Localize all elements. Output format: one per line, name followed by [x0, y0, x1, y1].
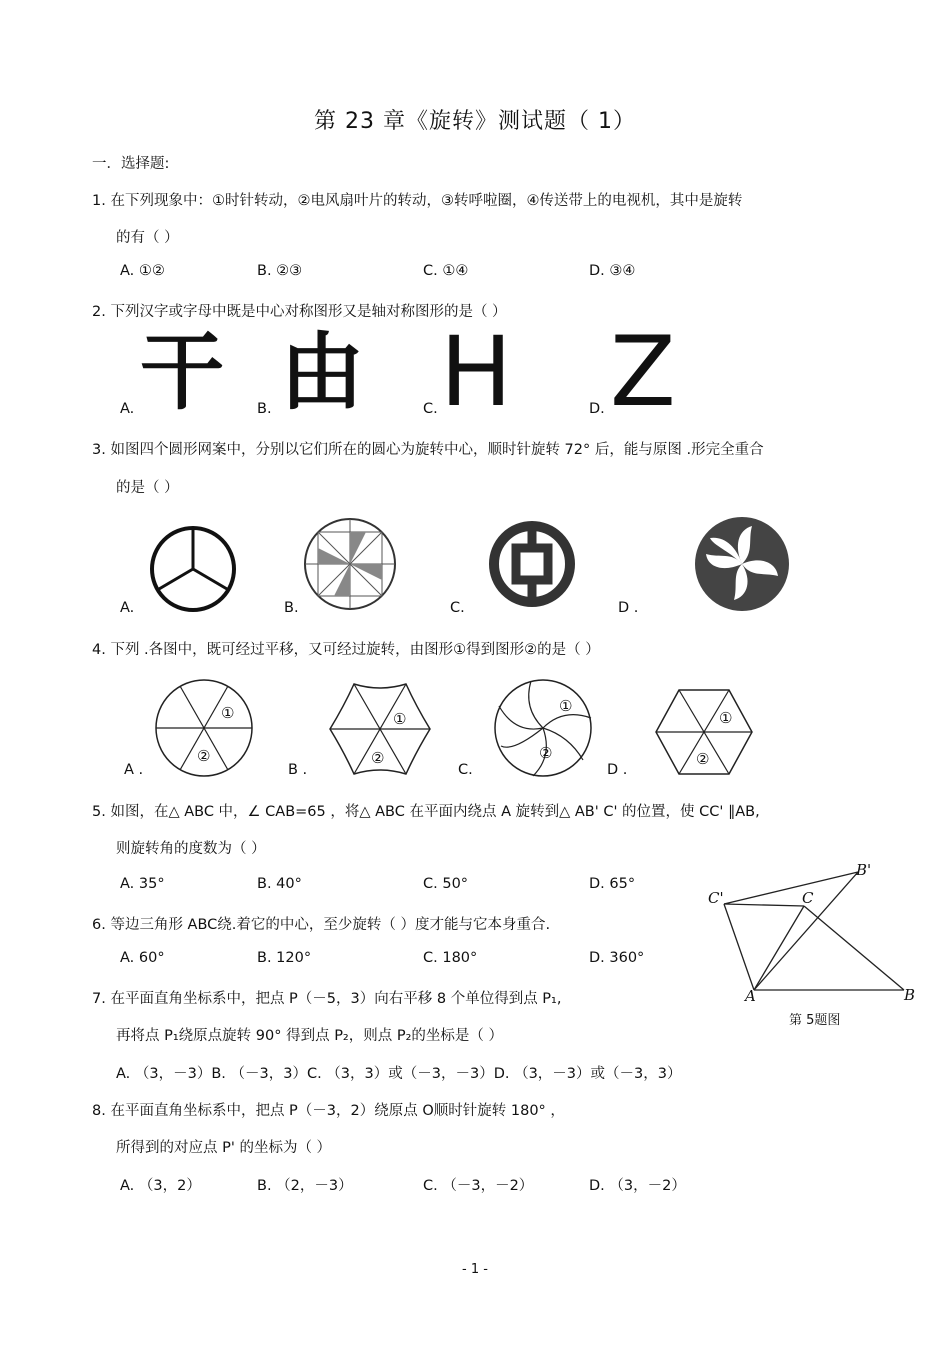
- label-b-prime: B': [856, 861, 872, 879]
- q4b-mark-1: ①: [393, 710, 407, 728]
- q8-option-b: B. （2，－3）: [257, 1178, 353, 1194]
- glyph-you: 由: [280, 323, 365, 421]
- q7-options: A. （3，－3）B. （－3，3）C. （3，3）或（－3，－3）D. （3，－3）或（－3，3）: [116, 1066, 682, 1082]
- q4a-mark-2: ②: [197, 747, 211, 765]
- question-7-text-cont: 再将点 P₁绕原点旋转 90° 得到点 P₂，则点 P₂的坐标是（ ）: [116, 1028, 504, 1044]
- mercedes-circle-figure: [148, 524, 238, 614]
- q4b-mark-2: ②: [371, 749, 385, 767]
- question-6-text: 6. 等边三角形 ABC绕.着它的中心，至少旋转（ ）度才能与它本身重合.: [92, 917, 551, 933]
- question-5-text: 5. 如图，在△ ABC 中，∠ CAB=65 ，将△ ABC 在平面内绕点 A 旋转到△ AB' C' 的位置，使 CC' ∥AB,: [92, 804, 760, 820]
- q3-option-b: B.: [284, 600, 299, 616]
- q1-option-c: C. ①④: [423, 263, 469, 279]
- q6-option-c: C. 180°: [423, 950, 478, 966]
- q8-option-a: A. （3，2）: [120, 1178, 201, 1194]
- q5-option-c: C. 50°: [423, 876, 469, 892]
- triangle-rotation-figure: [700, 860, 925, 1010]
- q4c-mark-2: ②: [539, 744, 553, 762]
- q3-option-d: D .: [618, 600, 639, 616]
- question-3-text-cont: 的是（ ）: [116, 480, 179, 496]
- label-c: C: [802, 889, 814, 907]
- q6-option-a: A. 60°: [120, 950, 165, 966]
- question-7-text: 7. 在平面直角坐标系中，把点 P（－5，3）向右平移 8 个单位得到点 P₁,: [92, 991, 562, 1007]
- question-1-text: 1. 在下列现象中：①时针转动，②电风扇叶片的转动，③转呼啦圈，④传送带上的电视机，其中是旋转: [92, 193, 743, 209]
- q3-option-a: A.: [120, 600, 135, 616]
- q4-option-a: A .: [124, 762, 144, 778]
- page-title: 第 23 章《旋转》测试题（ 1）: [314, 109, 636, 134]
- coin-circle-figure: [486, 518, 578, 610]
- glyph-h: H: [440, 316, 513, 428]
- q4c-mark-1: ①: [559, 697, 573, 715]
- q8-option-c: C. （－3，－2）: [423, 1178, 534, 1194]
- question-8-text: 8. 在平面直角坐标系中，把点 P（－3，2）绕原点 O顺时针旋转 180° ，: [92, 1103, 565, 1119]
- q5-option-b: B. 40°: [257, 876, 302, 892]
- q8-option-d: D. （3，－2）: [589, 1178, 686, 1194]
- q2-option-a: A.: [120, 401, 135, 417]
- q4-option-b: B .: [288, 762, 308, 778]
- q3-option-c: C.: [450, 600, 465, 616]
- swirl-circle-figure: [493, 678, 593, 778]
- q6-option-b: B. 120°: [257, 950, 312, 966]
- bauhinia-circle-figure: [694, 516, 790, 612]
- label-c-prime: C': [708, 889, 724, 907]
- label-a: A: [745, 987, 756, 1005]
- question-2-text: 2. 下列汉字或字母中既是中心对称图形又是轴对称图形的是（ ）: [92, 304, 507, 320]
- glyph-gan: 干: [140, 323, 225, 421]
- question-1-text-cont: 的有（ ）: [116, 230, 179, 246]
- question-4-text: 4. 下列 .各图中，既可经过平移，又可经过旋转，由图形①得到图形②的是（ ）: [92, 642, 600, 658]
- q2-option-c: C.: [423, 401, 438, 417]
- page-number: - 1 -: [462, 1262, 488, 1277]
- question-8-text-cont: 所得到的对应点 P' 的坐标为（ ）: [116, 1140, 332, 1156]
- q1-option-b: B. ②③: [257, 263, 303, 279]
- q1-option-a: A. ①②: [120, 263, 165, 279]
- q4a-mark-1: ①: [221, 704, 235, 722]
- q4d-mark-2: ②: [696, 750, 710, 768]
- q6-option-d: D. 360°: [589, 950, 645, 966]
- section-heading: 一．选择题:: [92, 156, 170, 172]
- pinwheel-circle-figure: [302, 516, 398, 612]
- q5-option-a: A. 35°: [120, 876, 165, 892]
- q1-option-d: D. ③④: [589, 263, 636, 279]
- label-b: B: [904, 986, 916, 1004]
- question-3-text: 3. 如图四个圆形网案中，分别以它们所在的圆心为旋转中心，顺时针旋转 72° 后，能与原图 .形完全重合: [92, 442, 764, 458]
- q5-option-d: D. 65°: [589, 876, 636, 892]
- q4-option-d: D .: [607, 762, 628, 778]
- glyph-z: Z: [610, 316, 676, 428]
- q2-option-b: B.: [257, 401, 272, 417]
- q4-option-c: C.: [458, 762, 473, 778]
- q4d-mark-1: ①: [719, 709, 733, 727]
- figure-caption: 第 5题图: [789, 1013, 841, 1028]
- question-5-text-cont: 则旋转角的度数为（ ）: [116, 841, 266, 857]
- q2-option-d: D.: [589, 401, 605, 417]
